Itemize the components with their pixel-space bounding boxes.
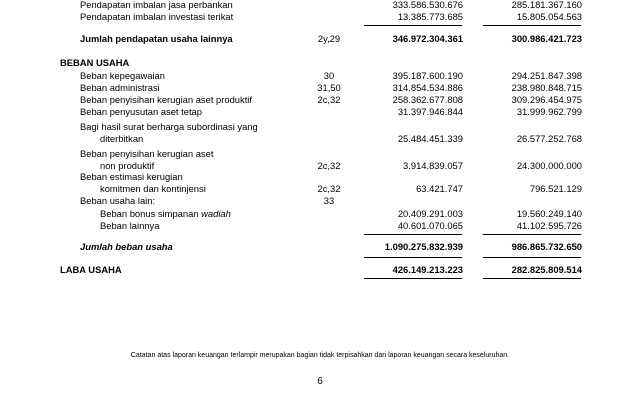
value-current: 1.090.275.832.939 [384, 241, 463, 252]
value-current: 395.187.600.190 [392, 70, 463, 81]
value-current: 3.914.839.057 [403, 160, 463, 171]
row-label: Beban usaha lain: [80, 195, 156, 206]
value-current: 63.421.747 [416, 183, 463, 194]
value-prior: 796.521.129 [529, 183, 582, 194]
value-prior: 24.300.000.000 [516, 160, 582, 171]
table-row [0, 82, 640, 94]
section-heading [0, 57, 640, 69]
footnote: Catatan atas laporan keuangan terlampir merupakan bagian tidak terpisahkan dari laporan keuangan secara keseluruhan. [130, 352, 510, 359]
row-label: Bagi hasil surat berharga subordinasi yang [80, 121, 258, 132]
value-prior: 41.102.595.726 [516, 220, 582, 231]
subtotal-rule [483, 257, 581, 258]
note-ref: 2y,29 [317, 33, 341, 44]
note-ref: 33 [323, 195, 335, 206]
note-ref: 2c,32 [317, 160, 341, 171]
table-row [0, 195, 640, 207]
value-prior: 15.805.054.563 [516, 11, 582, 22]
table-row-continued [0, 133, 640, 145]
label-text: Beban bonus simpanan [100, 208, 202, 219]
note-ref: 2c,32 [317, 183, 341, 194]
value-prior: 309.296.454.975 [511, 94, 582, 105]
total-row [0, 264, 640, 276]
value-current: 314.854.534.886 [392, 82, 463, 93]
table-row [0, 70, 640, 82]
value-prior: 300.986.421.723 [511, 33, 582, 44]
total-rule [483, 278, 581, 279]
row-label: Beban administrasi [80, 82, 160, 93]
row-label-continued: diterbitkan [100, 133, 144, 144]
value-current: 346.972.304.361 [392, 33, 463, 44]
row-label: Jumlah pendapatan usaha lainnya [80, 33, 233, 44]
row-label [100, 208, 231, 220]
note-ref: 30 [323, 70, 335, 81]
value-current: 40.601.070.065 [397, 220, 463, 231]
row-label: LABA USAHA [60, 264, 122, 275]
note-ref: 2c,32 [317, 94, 341, 105]
table-row [0, 11, 640, 23]
value-current: 31.397.946.844 [397, 106, 463, 117]
table-row [0, 121, 640, 133]
row-label: Beban penyusutan aset tetap [80, 106, 202, 117]
subtotal-rule [483, 25, 581, 26]
row-label: Beban penyisihan kerugian aset produktif [80, 94, 252, 105]
subtotal-rule [483, 234, 581, 235]
value-prior: 986.865.732.650 [511, 241, 582, 252]
value-current: 25.484.451.339 [397, 133, 463, 144]
note-ref: 31,50 [317, 82, 341, 93]
row-label: Beban kepegawaian [80, 70, 165, 81]
value-prior: 31.999.962.799 [516, 106, 582, 117]
value-prior: 26.577.252.768 [516, 133, 582, 144]
table-row [0, 106, 640, 118]
table-row [0, 94, 640, 106]
value-prior: 19.560.249.140 [516, 208, 582, 219]
value-prior: 294.251.847.398 [511, 70, 582, 81]
value-current: 258.362.677.808 [392, 94, 463, 105]
subtotal-rule [364, 257, 462, 258]
table-row [0, 171, 640, 183]
value-current: 13.385.773.685 [397, 11, 463, 22]
row-label: Beban lainnya [100, 220, 160, 231]
total-rule [364, 278, 462, 279]
row-label-continued: komitmen dan kontinjensi [100, 183, 206, 194]
table-row [0, 0, 640, 11]
row-label-continued: non produktif [100, 160, 155, 171]
table-row-continued [0, 183, 640, 195]
subtotal-rule [364, 25, 462, 26]
subtotal-rule [364, 234, 462, 235]
row-label: Jumlah beban usaha [80, 241, 173, 252]
table-row [0, 220, 640, 232]
row-label: Beban penyisihan kerugian aset [80, 148, 214, 159]
value-prior: 282.825.809.514 [511, 264, 582, 275]
table-row [0, 148, 640, 160]
value-current: 20.409.291.003 [397, 208, 463, 219]
value-current: 333.586.530.676 [392, 0, 463, 10]
total-row [0, 33, 640, 45]
row-label: Pendapatan imbalan jasa perbankan [80, 0, 233, 10]
value-prior: 238.980.848.715 [511, 82, 582, 93]
total-row [0, 241, 640, 253]
row-label: Beban estimasi kerugian [80, 171, 183, 182]
label-italic: wadiah [201, 208, 231, 219]
value-prior: 285.181.367.160 [511, 0, 582, 10]
value-current: 426.149.213.223 [392, 264, 463, 275]
section-title: BEBAN USAHA [60, 57, 130, 68]
table-row [0, 208, 640, 220]
page-number: 6 [317, 376, 323, 387]
row-label: Pendapatan imbalan investasi terikat [80, 11, 234, 22]
